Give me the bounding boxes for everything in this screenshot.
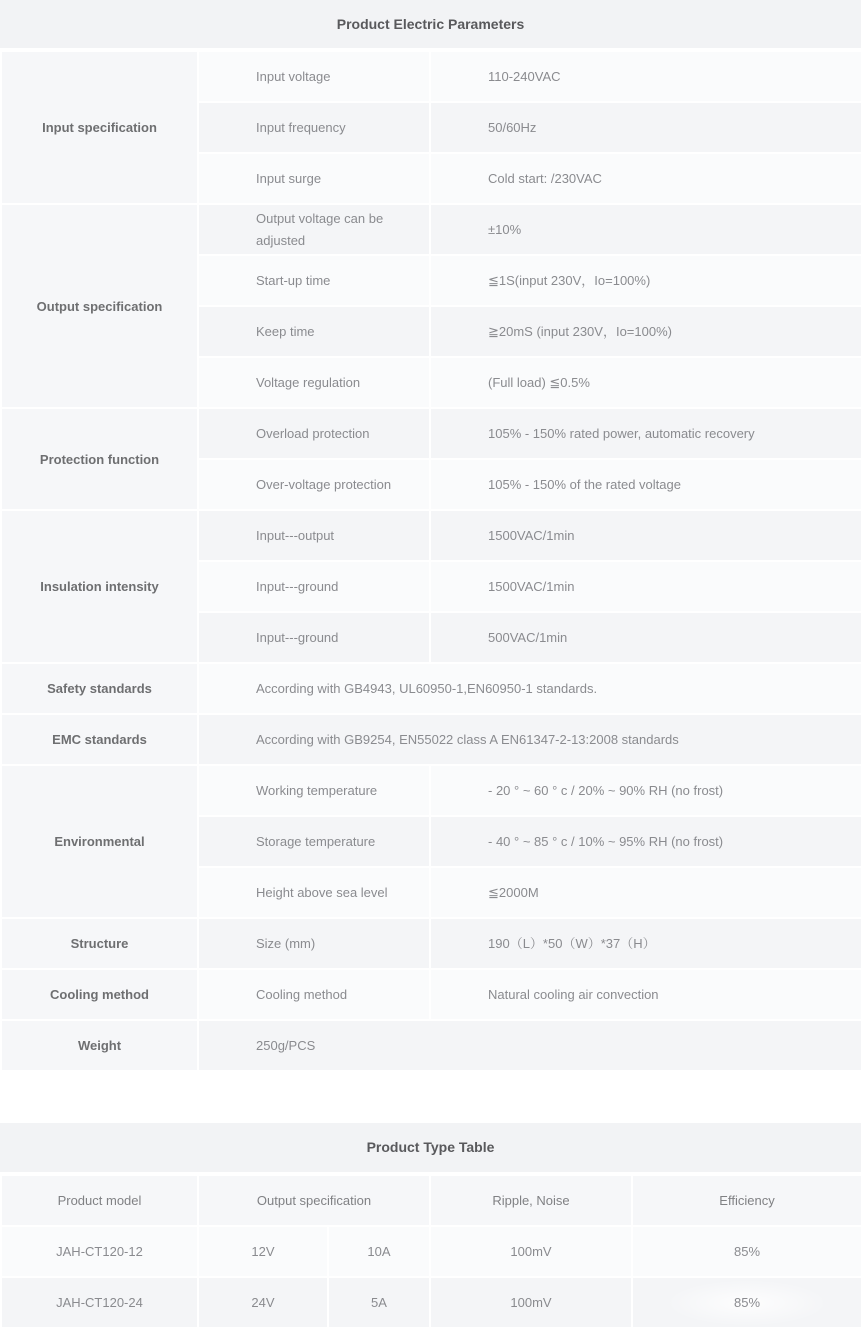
output-current: 5A — [328, 1277, 430, 1328]
param-value: (Full load) ≦0.5% — [430, 357, 861, 408]
spec-row — [1, 204, 861, 255]
header-ripple-noise: Ripple, Noise — [430, 1175, 632, 1226]
header-product-model: Product model — [1, 1175, 198, 1226]
param-value: 110-240VAC — [430, 51, 861, 102]
param-name: Input---ground — [198, 612, 430, 663]
param-value: According with GB9254, EN55022 class A EN61347-2-13:2008 standards — [198, 714, 861, 765]
param-name: Input frequency — [198, 102, 430, 153]
section-label: Cooling method — [1, 969, 198, 1020]
param-value: 500VAC/1min — [430, 612, 861, 663]
param-name: Over-voltage protection — [198, 459, 430, 510]
type-table-header-row — [1, 1175, 861, 1226]
product-model: JAH-CT120-12 — [1, 1226, 198, 1277]
param-name: Input---ground — [198, 561, 430, 612]
spec-row — [1, 765, 861, 816]
param-value: 105% - 150% rated power, automatic recovery — [430, 408, 861, 459]
param-value: According with GB4943, UL60950-1,EN60950-1 standards. — [198, 663, 861, 714]
spec-row — [1, 51, 861, 102]
electric-parameters-title: Product Electric Parameters — [0, 0, 861, 48]
param-value: 105% - 150% of the rated voltage — [430, 459, 861, 510]
efficiency: 85% — [632, 1226, 861, 1277]
param-name: Storage temperature — [198, 816, 430, 867]
section-label: Structure — [1, 918, 198, 969]
spec-row — [1, 663, 861, 714]
param-value: Cold start: /230VAC — [430, 153, 861, 204]
param-value: - 20 ° ~ 60 ° c / 20% ~ 90% RH (no frost) — [430, 765, 861, 816]
type-table-row — [1, 1277, 861, 1328]
param-value: 1500VAC/1min — [430, 510, 861, 561]
param-value: ≧20mS (input 230V，Io=100%) — [430, 306, 861, 357]
param-name: Size (mm) — [198, 918, 430, 969]
param-name: Working temperature — [198, 765, 430, 816]
section-label: Output specification — [1, 204, 198, 408]
param-name: Voltage regulation — [198, 357, 430, 408]
param-name: Height above sea level — [198, 867, 430, 918]
ripple-noise: 100mV — [430, 1277, 632, 1328]
output-voltage: 24V — [198, 1277, 328, 1328]
output-current: 10A — [328, 1226, 430, 1277]
param-name: Input voltage — [198, 51, 430, 102]
section-label: Environmental — [1, 765, 198, 918]
header-efficiency: Efficiency — [632, 1175, 861, 1226]
spec-row — [1, 918, 861, 969]
ripple-noise: 100mV — [430, 1226, 632, 1277]
output-voltage: 12V — [198, 1226, 328, 1277]
param-value: ≦1S(input 230V，Io=100%) — [430, 255, 861, 306]
param-name: Keep time — [198, 306, 430, 357]
param-value: - 40 ° ~ 85 ° c / 10% ~ 95% RH (no frost) — [430, 816, 861, 867]
param-name: Overload protection — [198, 408, 430, 459]
product-type-table — [0, 1174, 861, 1329]
section-label: Weight — [1, 1020, 198, 1071]
section-label: Input specification — [1, 51, 198, 204]
section-label: Protection function — [1, 408, 198, 510]
param-name: Cooling method — [198, 969, 430, 1020]
param-value: 50/60Hz — [430, 102, 861, 153]
param-name: Input---output — [198, 510, 430, 561]
spec-row — [1, 510, 861, 561]
electric-parameters-table — [0, 50, 861, 1072]
spec-row — [1, 1020, 861, 1071]
type-table-row — [1, 1226, 861, 1277]
spec-row — [1, 969, 861, 1020]
param-value: Natural cooling air convection — [430, 969, 861, 1020]
param-value: ≦2000M — [430, 867, 861, 918]
header-output-specification: Output specification — [198, 1175, 430, 1226]
spec-row — [1, 408, 861, 459]
param-name: Output voltage can be adjusted — [198, 204, 430, 255]
spec-row — [1, 714, 861, 765]
param-name: Input surge — [198, 153, 430, 204]
efficiency: 85% — [632, 1277, 861, 1328]
param-value: 190（L）*50（W）*37（H） — [430, 918, 861, 969]
section-label: EMC standards — [1, 714, 198, 765]
param-value: 250g/PCS — [198, 1020, 861, 1071]
param-name: Start-up time — [198, 255, 430, 306]
param-value: ±10% — [430, 204, 861, 255]
param-value: 1500VAC/1min — [430, 561, 861, 612]
product-model: JAH-CT120-24 — [1, 1277, 198, 1328]
section-label: Safety standards — [1, 663, 198, 714]
product-type-table-title: Product Type Table — [0, 1123, 861, 1172]
section-label: Insulation intensity — [1, 510, 198, 663]
